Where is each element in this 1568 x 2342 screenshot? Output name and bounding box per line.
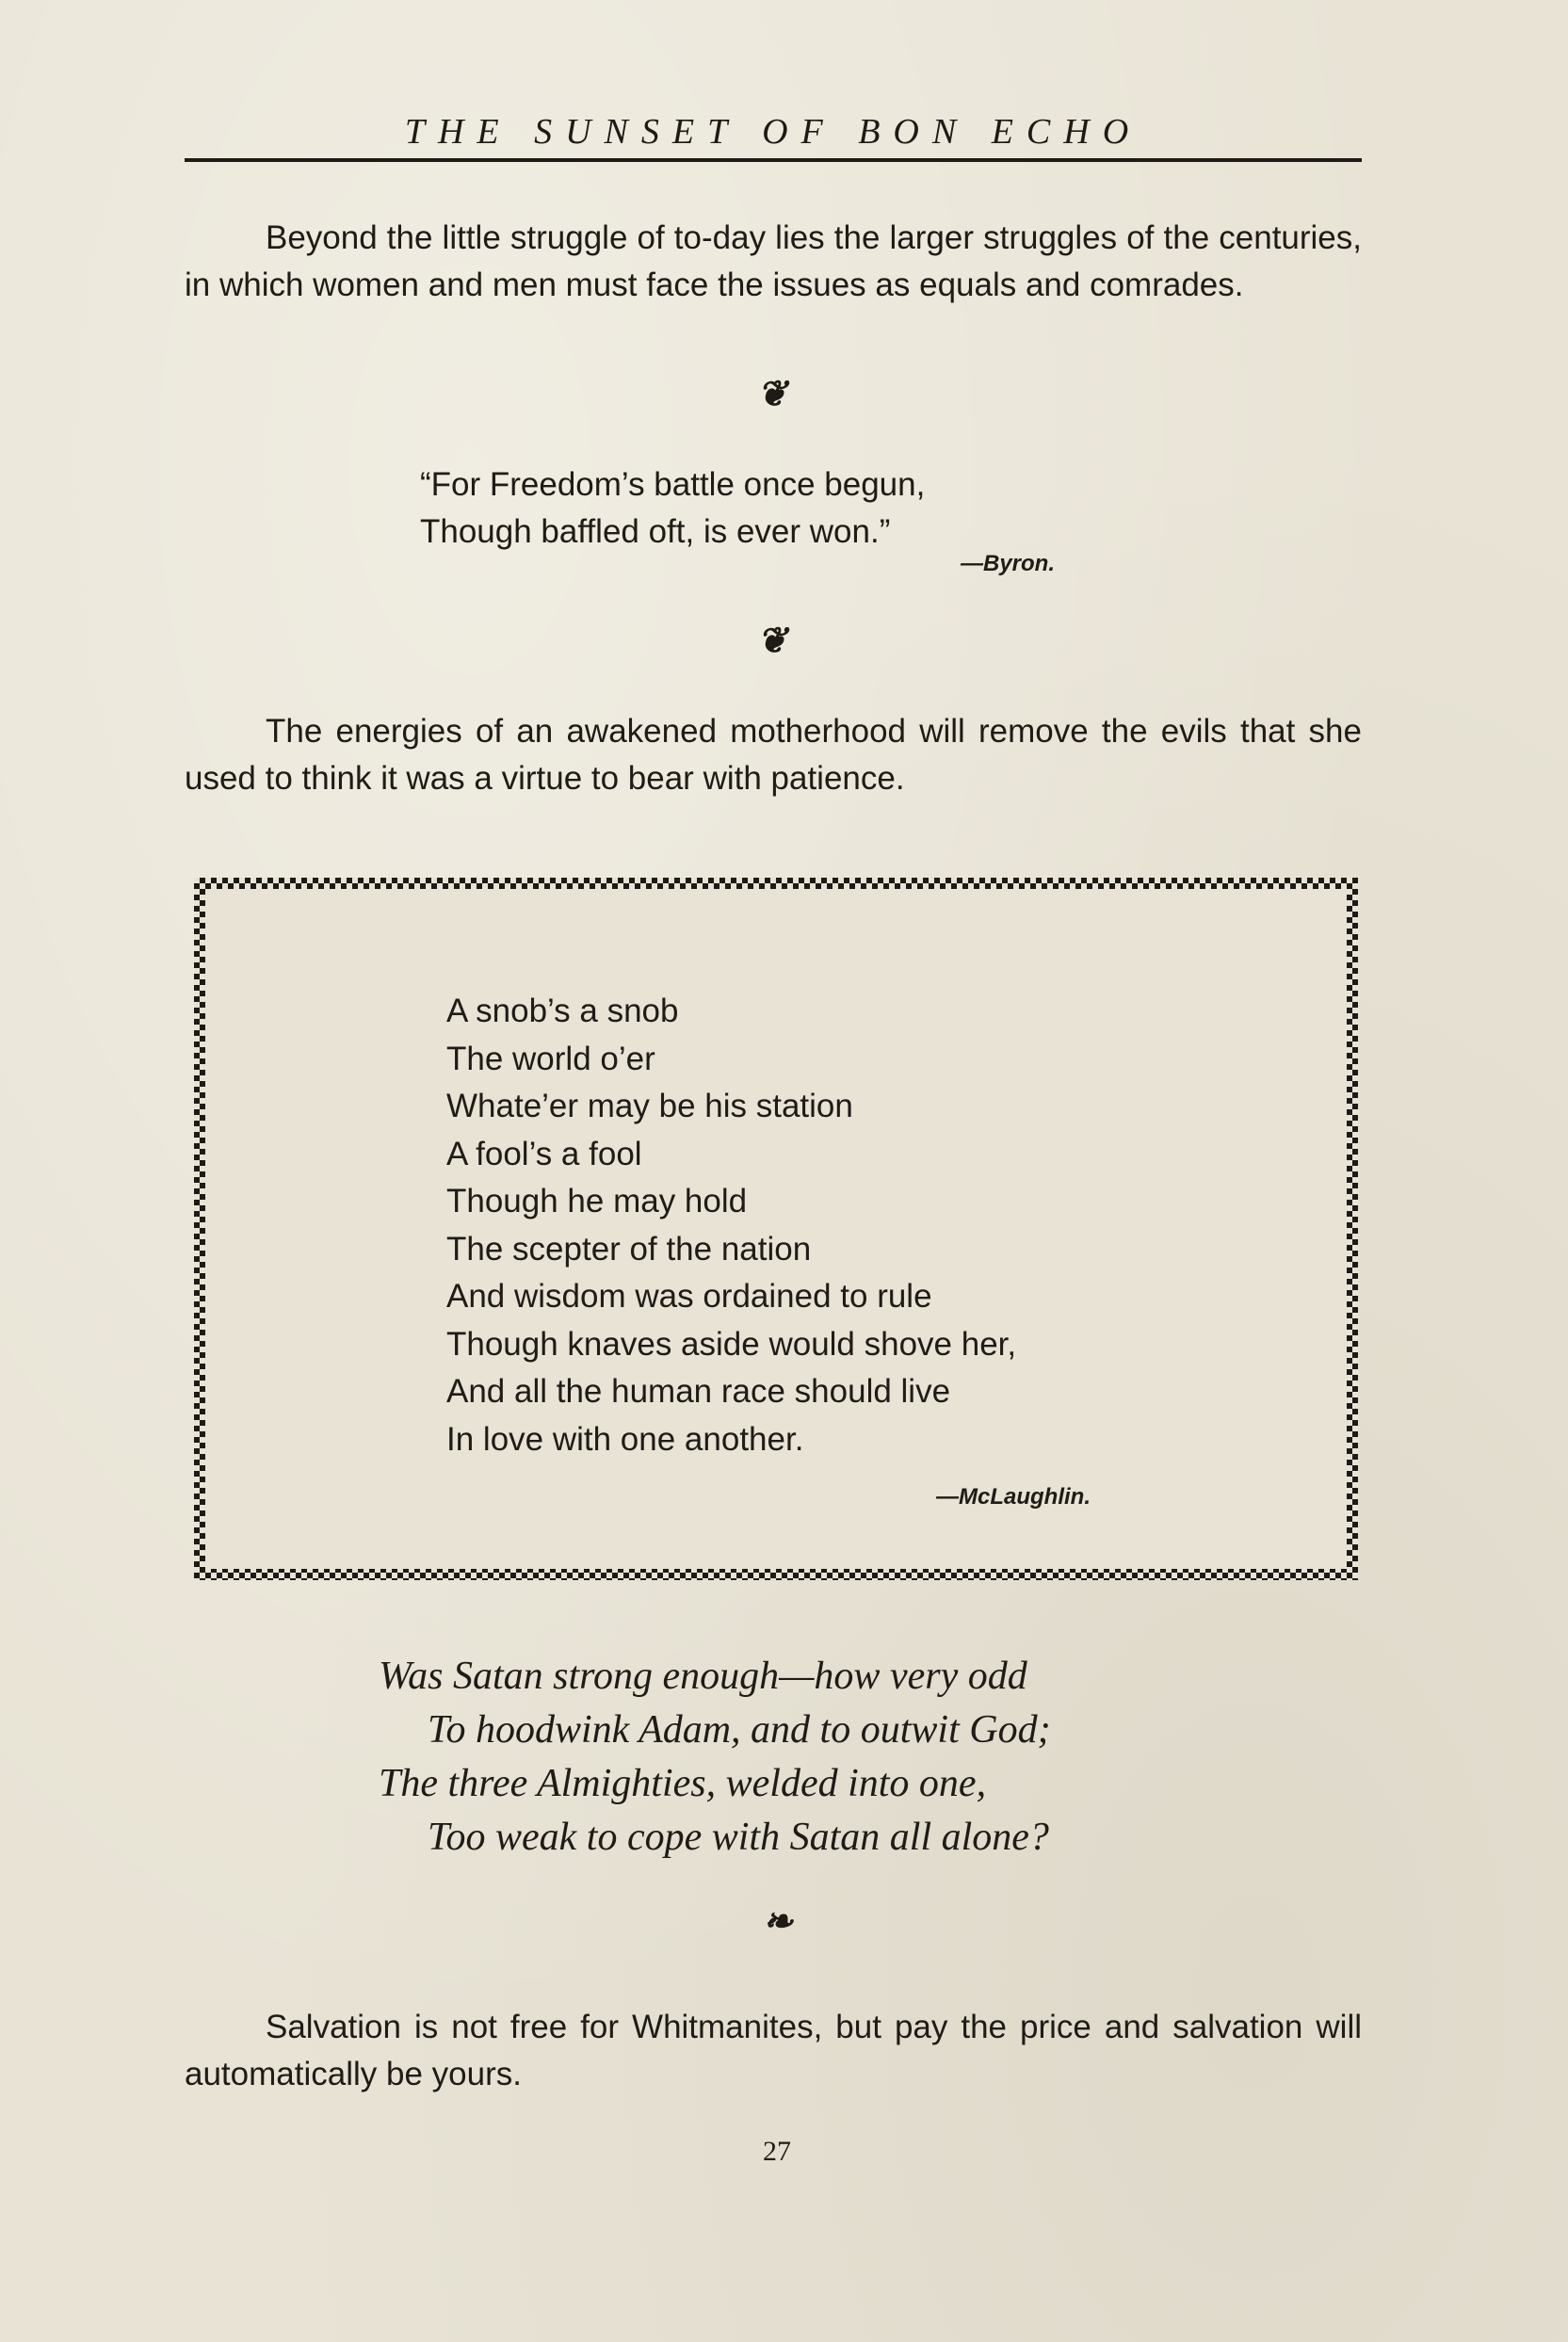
header-rule: [185, 158, 1362, 162]
poem-line: Though knaves aside would shove her,: [446, 1325, 1017, 1363]
running-title: THE SUNSET OF BON ECHO: [404, 112, 1142, 152]
page-number: 27: [763, 2136, 791, 2167]
paragraph-motherhood: [185, 708, 1362, 802]
poem-line: Whate’er may be his station: [446, 1088, 853, 1124]
poem-line: A fool’s a fool: [446, 1135, 642, 1172]
paragraph-text: The energies of an awakened motherhood will remove the evils that she used to think it was a virtue to bear with patience.: [185, 713, 1362, 797]
paragraph-text: Beyond the little struggle of to-day lies the larger struggles of the centuries, in which women and men must face the issues as equals and comrades.: [185, 219, 1362, 303]
poem-line: The world o’er: [446, 1040, 655, 1077]
poem-line: The scepter of the nation: [446, 1230, 812, 1268]
paragraph-struggles: [185, 215, 1362, 309]
leaf-ornament-icon: ❧: [763, 1899, 793, 1942]
quote-line: “For Freedom’s battle once begun,: [420, 466, 926, 503]
poem-line: A snob’s a snob: [446, 993, 679, 1029]
poem-panel: [205, 889, 1347, 1569]
poem-line: In love with one another.: [446, 1420, 804, 1458]
quote-attribution: —Byron.: [960, 551, 1055, 576]
poem-attribution: —McLaughlin.: [936, 1484, 1091, 1510]
checkered-border-box: [194, 878, 1358, 1580]
verse-line: The three Almighties, welded into one,: [379, 1762, 987, 1805]
paragraph-salvation: [185, 2004, 1362, 2098]
verse-line: Too weak to cope with Satan all alone?: [428, 1816, 1049, 1859]
verse-line: To hoodwink Adam, and to outwit God;: [428, 1708, 1051, 1752]
byron-quote: [420, 461, 925, 556]
satan-verse: [379, 1650, 1051, 1865]
paragraph-text: Salvation is not free for Whitmanites, but pay the price and salvation will automatically be yours.: [185, 2009, 1362, 2092]
quote-line: Though baffled oft, is ever won.”: [420, 513, 891, 550]
snob-poem: [446, 988, 1016, 1463]
leaf-ornament-icon: ❦: [757, 372, 787, 414]
poem-line: Though he may hold: [446, 1183, 748, 1219]
leaf-ornament-icon: ❦: [757, 619, 787, 661]
poem-line: And wisdom was ordained to rule: [446, 1278, 932, 1315]
verse-line: Was Satan strong enough—how very odd: [379, 1655, 1027, 1698]
poem-line: And all the human race should live: [446, 1373, 951, 1410]
